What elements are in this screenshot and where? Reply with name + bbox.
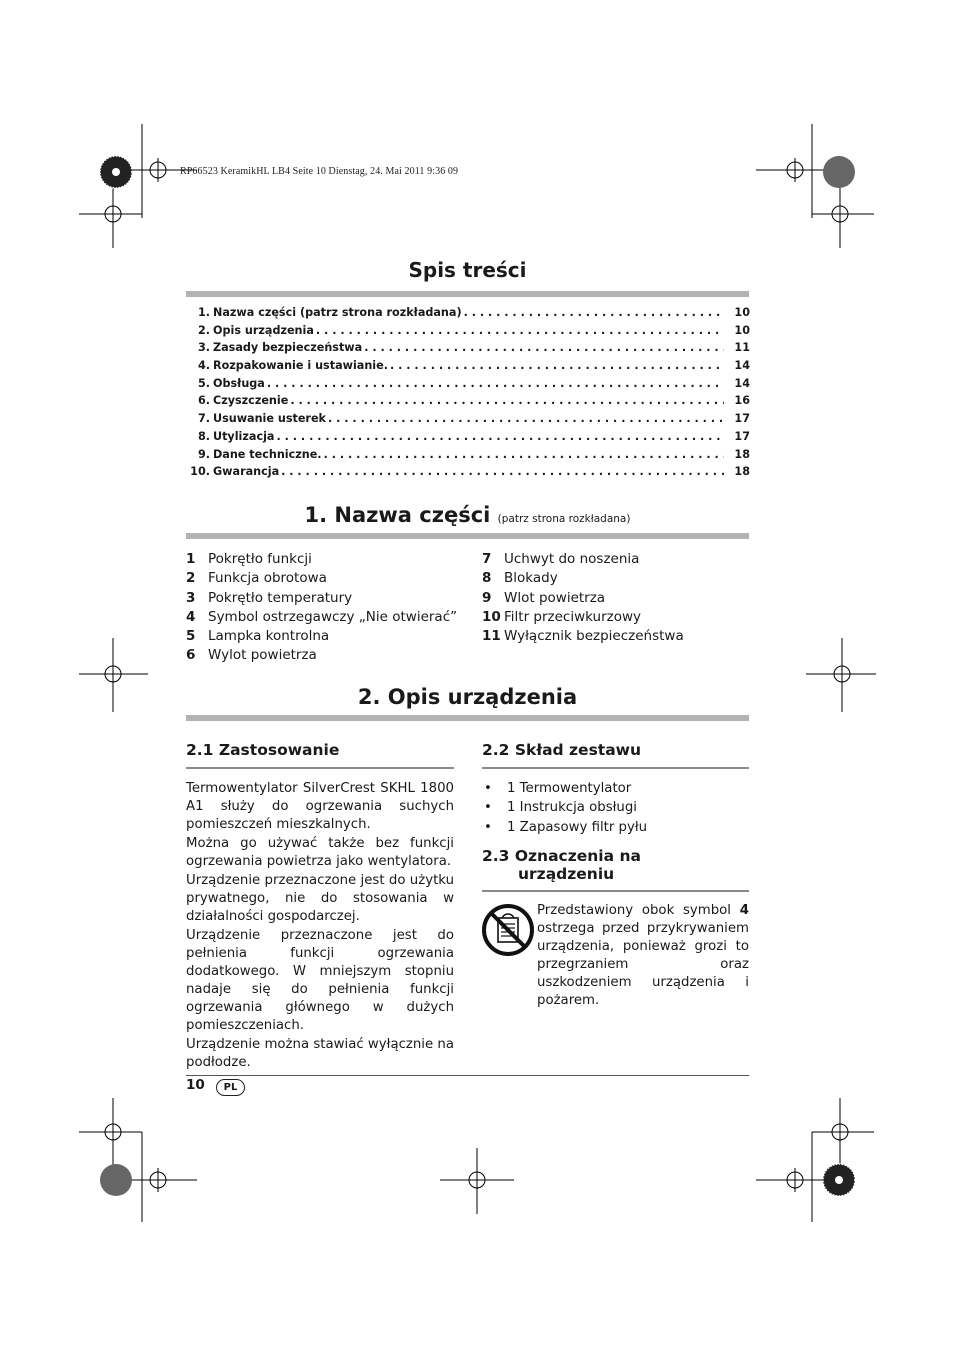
toc-entry[interactable]: 7. Usuwanie usterek . . . 17 <box>188 412 750 430</box>
no-cover-warning-icon <box>482 904 534 956</box>
part-item: 7 Uchwyt do noszenia <box>482 551 640 567</box>
section2-bar <box>186 715 749 721</box>
toc-entry[interactable]: 8. Utylizacja . . . 17 <box>188 430 750 448</box>
part-item: 10 Filtr przeciwkurzowy <box>482 608 642 625</box>
list-item: • 1 Zapasowy filtr pyłu <box>484 819 648 835</box>
toc-entry[interactable]: 10. Gwarancja . . . 18 <box>188 465 750 483</box>
subsection-2-3-title: 2.3 Oznaczenia na urządzeniu <box>482 847 641 883</box>
part-item: 9 Wlot powietrza <box>482 589 606 606</box>
toc-entry[interactable]: 1. Nazwa części (patrz strona rozkładana) . . . 10 <box>188 306 750 324</box>
print-header: RP66523 KeramikHL LB4 Seite 10 Dienstag, 24. Mai 2011 9:36 09 <box>180 166 459 177</box>
symbol-reference: 4 <box>739 903 749 918</box>
toc-title-bar <box>186 291 749 297</box>
toc-entry[interactable]: 3. Zasady bezpieczeństwa . . . 11 <box>188 341 750 359</box>
part-item: 11 Wyłącznik bezpieczeństwa <box>482 628 684 645</box>
paragraph: Urządzenie można stawiać wyłącznie na podłodze. <box>186 1037 454 1070</box>
paragraph: Urządzenie przeznaczone jest do pełnienia funkcji ogrzewania dodatkowego. W mniejszym stopniu nadaje się do pełnienia funkcji ogrzewania głównego w dużych pomieszczeniach. <box>186 928 454 1033</box>
paragraph: Urządzenie przeznaczone jest do użytku prywatnego, nie do stosowania w działalności gospodarczej. <box>186 873 454 924</box>
section1-heading <box>186 503 749 527</box>
list-item: • 1 Termowentylator <box>484 781 632 796</box>
list-item: • 1 Instrukcja obsługi <box>484 800 637 816</box>
part-item: 3 Pokrętło temperatury <box>186 589 353 606</box>
toc-entry[interactable]: 4. Rozpakowanie i ustawianie. . . . 14 <box>188 359 750 377</box>
footer-rule <box>186 1075 749 1076</box>
part-item: 5 Lampka kontrolna <box>186 628 330 645</box>
paragraph: Można go używać także bez funkcji ogrzewania powietrza jako wentylatora. <box>186 836 454 869</box>
subsection-2-2-rule <box>482 767 749 769</box>
section1-subtitle: (patrz strona rozkładana) <box>497 513 631 525</box>
toc-entry[interactable]: 5. Obsługa . . . 14 <box>188 377 750 395</box>
toc-entry[interactable]: 2. Opis urządzenia . . . 10 <box>188 324 750 342</box>
subsection-2-1-rule <box>186 767 454 769</box>
part-item: 1 Pokrętło funkcji <box>186 551 312 567</box>
subsection-2-1-title: 2.1 Zastosowanie <box>186 741 340 759</box>
toc-title: Spis treści <box>408 258 527 282</box>
subsection-2-3-rule <box>482 890 749 892</box>
contents-list <box>482 779 647 837</box>
parts-list-left <box>186 551 457 667</box>
subsection-2-1-body <box>186 780 454 1073</box>
subsection-2-2-title: 2.2 Skład zestawu <box>482 741 642 759</box>
part-item: 4 Symbol ostrzegawczy „Nie otwierać” <box>186 608 458 625</box>
parts-list-right <box>482 551 684 647</box>
language-badge: PL <box>216 1079 245 1096</box>
toc-entry[interactable]: 9. Dane techniczne. . . . 18 <box>188 448 750 466</box>
toc-entry[interactable]: 6. Czyszczenie . . . 16 <box>188 394 750 412</box>
part-item: 8 Blokady <box>482 570 558 587</box>
part-item: 6 Wylot powietrza <box>186 647 317 664</box>
section1-bar <box>186 533 749 539</box>
table-of-contents <box>188 306 750 483</box>
part-item: 2 Funkcja obrotowa <box>186 570 327 587</box>
section1-title: 1. Nazwa części <box>304 503 491 527</box>
paragraph: Termowentylator SilverCrest SKHL 1800 A1 służy do ogrzewania suchych pomieszczeń mieszkalnych. <box>186 781 454 832</box>
section2-title: 2. Opis urządzenia <box>357 685 578 709</box>
page-number: 10 <box>186 1077 205 1093</box>
warning-symbol-description: Przedstawiony obok symbol 4 ostrzega przed przykrywaniem urządzenia, ponieważ grozi to przegrzaniem oraz uszkodzeniem urządzenia i pożarem. <box>537 903 749 1008</box>
